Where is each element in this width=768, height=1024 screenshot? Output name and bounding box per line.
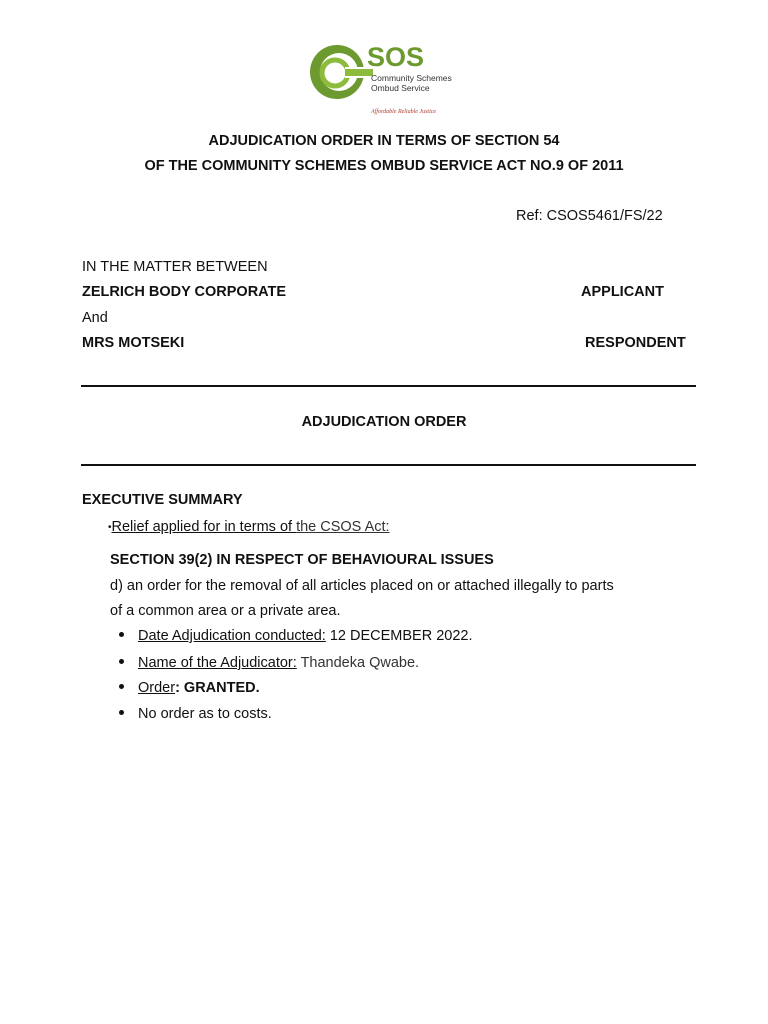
logo-tagline: Affordable Reliable Justice — [371, 109, 437, 115]
item-value: : GRANTED. — [175, 680, 260, 696]
summary-item-adjudicator — [119, 655, 419, 671]
relief-suffix: the CSOS Act: — [296, 519, 390, 535]
summary-item-date — [119, 628, 473, 644]
applicant-name: ZELRICH BODY CORPORATE — [82, 284, 287, 300]
logo-brand-text: SOS — [367, 42, 425, 72]
detail-line-2: of a common area or a private area. — [110, 603, 341, 619]
bullet-icon: • — [108, 522, 112, 533]
bullet-icon — [119, 632, 124, 637]
parties-intro: IN THE MATTER BETWEEN — [82, 259, 268, 275]
csos-logo-graphic — [305, 42, 470, 117]
summary-item-order — [119, 680, 260, 696]
item-label: Order — [138, 680, 176, 696]
item-value: Thandeka Qwabe. — [296, 655, 420, 671]
section-heading: SECTION 39(2) IN RESPECT OF BEHAVIOURAL ISSUES — [110, 552, 494, 568]
parties-and: And — [82, 310, 108, 326]
relief-bullet — [108, 519, 390, 535]
logo-line2: Ombud Service — [371, 83, 430, 93]
csos-logo — [305, 42, 470, 117]
item-label: Date Adjudication conducted: — [138, 628, 326, 644]
divider-bottom — [81, 464, 696, 466]
detail-line-1: d) an order for the removal of all articles placed on or attached illegally to parts — [110, 578, 614, 594]
respondent-role: RESPONDENT — [585, 335, 686, 351]
bullet-icon — [119, 659, 124, 664]
logo-line1: Community Schemes — [371, 73, 452, 83]
bullet-icon — [119, 684, 124, 689]
order-heading: ADJUDICATION ORDER — [301, 414, 467, 430]
item-value: No order as to costs. — [138, 706, 272, 722]
bullet-icon — [119, 710, 124, 715]
reference-number: Ref: CSOS5461/FS/22 — [516, 208, 663, 224]
applicant-role: APPLICANT — [581, 284, 664, 300]
item-value: 12 DECEMBER 2022. — [325, 628, 473, 644]
respondent-name: MRS MOTSEKI — [82, 335, 185, 351]
summary-heading: EXECUTIVE SUMMARY — [82, 492, 243, 508]
item-label: Name of the Adjudicator: — [138, 655, 297, 671]
divider-top — [81, 385, 696, 387]
title-line-2: OF THE COMMUNITY SCHEMES OMBUD SERVICE ACT NO.9 OF 2011 — [144, 158, 624, 174]
title-line-1: ADJUDICATION ORDER IN TERMS OF SECTION 54 — [208, 133, 560, 149]
summary-item-costs — [119, 706, 272, 722]
relief-prefix: Relief applied for in terms of — [111, 519, 297, 535]
